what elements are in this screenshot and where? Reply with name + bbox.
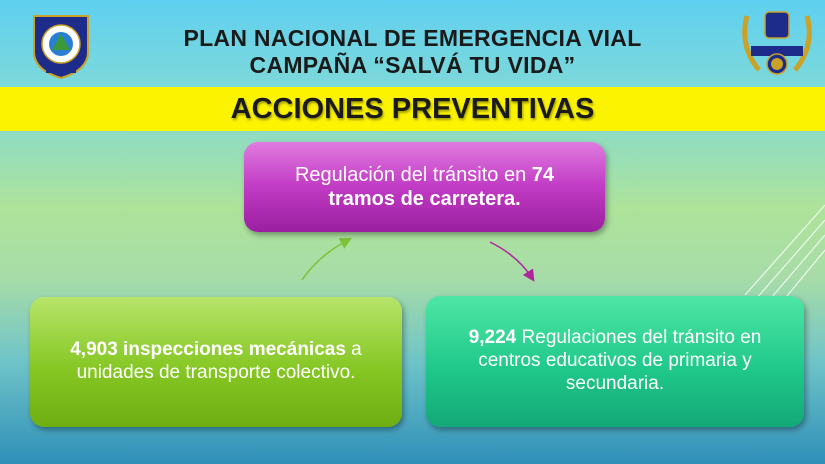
action-box-school-regulations xyxy=(426,296,804,427)
arrow-top-to-right xyxy=(490,242,532,278)
section-banner-title: ACCIONES PREVENTIVAS xyxy=(230,93,595,125)
box-top-number: 74 xyxy=(531,164,555,186)
action-box-road-segments xyxy=(244,142,605,232)
page-title-line1: PLAN NACIONAL DE EMERGENCIA VIAL xyxy=(183,25,642,51)
box-right-text: Regulaciones del tránsito en centros educativos de primaria y secundaria. xyxy=(478,327,762,394)
page-title-line2: CAMPAÑA “SALVÁ TU VIDA” xyxy=(249,52,576,78)
box-left-number: 4,903 xyxy=(70,339,118,361)
box-left-text: a unidades de transporte colectivo. xyxy=(76,339,362,383)
box-top-bold-text: tramos de carretera. xyxy=(328,188,521,210)
arrow-left-to-top xyxy=(302,240,348,280)
action-box-mechanical-inspections xyxy=(30,297,402,427)
box-right-number: 9,224 xyxy=(468,327,517,349)
box-left-bold-text: inspecciones mecánicas xyxy=(117,339,346,361)
box-top-text: Regulación del tránsito en xyxy=(294,164,532,186)
